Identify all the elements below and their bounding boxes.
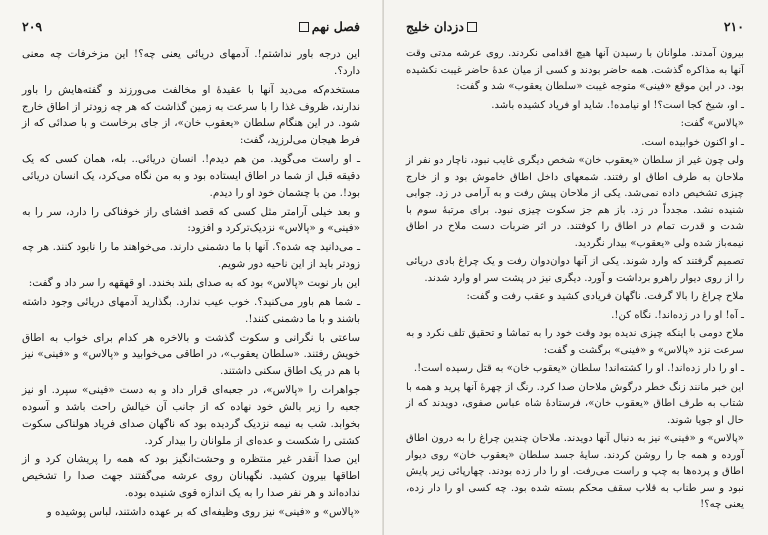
left-page-header — [22, 16, 360, 36]
chapter-title: فصل نهم — [311, 18, 360, 34]
paragraph: ـ آه! او را در زده‌اند!. نگاه کن!. — [611, 309, 744, 321]
paragraph: ـ او راست می‌گوید. من هم دیدم!. انسان دریائی.. بله، همان کسی که یک دقیقه قبل از شما در اطاق ایستاده بود و به من نگاه می‌کرد، یک انسان دریائی بود!. من با چشمان خود او را دیدم. — [22, 153, 360, 199]
paragraph: بیرون آمدند. ملوانان با رسیدن آنها هیچ اقدامی نکردند. روی عرشه مدتی وقت آنها به مذاکره گذشت. همه حاضر بودند و کسی از میان عدهٔ حاضر غیبت نکشیده بود. در این موقع «فینی» متوجه غیبت «سلطان یعقوب» شد و گفت: — [406, 48, 744, 92]
paragraph: ملاح دومی با اینکه چیزی ندیده بود وقت خود را به تماشا و تحقیق تلف نکرد و به سرعت نزد «پالاس» و «فینی» برگشت و گفت: — [406, 328, 744, 356]
right-page — [384, 0, 768, 535]
paragraph: ملاح چراغ را بالا گرفت. ناگهان فریادی کشید و عقب رفت و گفت: — [466, 291, 744, 302]
square-ornament-icon — [299, 22, 309, 32]
chapter-heading — [406, 19, 480, 34]
chapter-title: دزدان خلیج — [406, 18, 464, 34]
paragraph: ساعتی با نگرانی و سکوت گذشت و بالاخره هر کدام برای خواب به اطاق خویش رفتند. «سلطان یعقوب»، در اطاقی می‌خوابید و «پالاس» و «فینی» نیز با هم در یک اطاق سکنی داشتند. — [22, 331, 360, 378]
paragraph: ولی چون غیر از سلطان «یعقوب خان» شخص دیگری غایب نبود، ناچار دو نفر از ملاحان به طرف اطاق او رفتند. شمعهای داخل اطاق خاموش بود و از خارج چیزی تشخیص داده نمی‌شد. یکی از ملاحان پیش رفت و به آرامی در زد. جوابی شنیده نشد. مجدداً در زد. باز هم جز سکوت چیزی نبود. برای مرتبهٔ سوم با شدت و قدرت تمام در اطاق را کوفتند. در اثر ضربات دست ملاح در اطاق نیمه‌باز شده ولی «یعقوب» بیدار نگردید. — [406, 155, 744, 249]
paragraph: این بار نوبت «پالاس» بود که به صدای بلند بخندد. او قهقهه را سر داد و گفت: — [28, 276, 360, 289]
paragraph: این درجه باور نداشتم!. آدمهای دریائی یعنی چه؟! این مزخرفات چه معنی دارد؟. — [22, 48, 360, 77]
right-page-body — [406, 46, 744, 514]
paragraph: و بعد خیلی آرامتر مثل کسی که قصد افشای راز خوفناکی را دارد، سر را به «فینی» و «پالاس» نزدیک‌ترکرد و افزود: — [22, 205, 360, 235]
paragraph: ـ می‌دانید چه شده؟. آنها با ما دشمنی دارند. می‌خواهند ما را نابود کنند. هر چه زودتر باید از این ناحیه دور شویم. — [22, 241, 360, 271]
page-number: ۲۰۹ — [22, 18, 43, 34]
right-page-header — [406, 16, 744, 36]
page-number-value: ۲۱۰ — [723, 18, 744, 34]
paragraph: ـ شما هم باور می‌کنید؟. خوب عیب ندارد. بگذارید آدمهای دریائی وجود داشته باشند و با ما دشمنی کنند!. — [22, 295, 360, 325]
paragraph: جواهرات را «پالاس»، در جعبه‌ای قرار داد و به دست «فینی» سپرد. او نیز جعبه را زیر بالش خود نهاده که از جانب آن خیالش راحت باشد و آسوده بخوابد. شب به نیمه نزدیک گردیده بود که ناگهان صدای فریاد هولناکی سکوت کشتی را شکست و عده‌ای از ملوانان را بیدار کرد. — [22, 384, 360, 447]
page-number — [724, 19, 744, 34]
chapter-heading — [296, 19, 360, 34]
paragraph: «پالاس» و «فینی» نیز روی وظیفه‌ای که بر عهده داشتند، لباس پوشیده و — [46, 505, 360, 518]
left-page-body — [22, 46, 360, 521]
paragraph: تصمیم گرفتند که وارد شوند. یکی از آنها دوان‌دوان رفت و یک چراغ بادی دریائی را از روی دیوار راهرو برداشت و آورد. دیگری نیز در پشت سر او وارد شدند. — [406, 256, 744, 284]
paragraph: مستخدم‌که می‌دید آنها با عقیده‌ٔ او مخالفت می‌ورزند و گفته‌هایش را باور ندارند، ظروف غذا را با سرعت به زمین گذاشت که هر چه زودتر از اطاق خارج شود. در این هنگام سلطان «یعقوب خان»، از جای برخاست و با صدائی که از فرط هیجان می‌لرزید، گفت: — [22, 83, 360, 147]
square-ornament-icon — [467, 22, 477, 32]
paragraph: این خبر مانند زنگ خطر درگوش ملاحان صدا کرد. رنگ از چهرهٔ آنها پرید و همه با شتاب به طرف اطاق «یعقوب خان»، فرستادهٔ شاه عباس صفوی، دویدند که از حال او جویا شوند. — [406, 381, 744, 426]
paragraph: این صدا آنقدر غیر منتظره و وحشت‌انگیز بود که همه را پریشان کرد و از اطاقها بیرون کشید. نگهبانان روی عرشه می‌گفتند جهت صدا را تشخیص نداده‌اند و هر نفر صدا را به یک اندازه قوی شنیده بوده. — [22, 453, 360, 500]
paragraph: ـ او اکنون خوابیده است. — [641, 136, 744, 148]
paragraph: «پالاس» و «فینی» نیز به دنبال آنها دویدند. ملاحان چندین چراغ را به درون اطاق آورده و همه جا را روشن کردند. سایهٔ جسد سلطان «یعقوب خان» روی دیوار اطاق و پرده‌ها به چپ و راست می‌رفت. او را دار زده بودند. چهارپائی زیر پایش نبود و سر طناب به قلاب سقف محکم بسته شده بود. چه کسی او را دار زده، یعنی چه؟! — [406, 433, 744, 510]
paragraph: ـ او، شیخ کجا است؟! او نیامده!. شاید او فریاد کشیده باشد. — [491, 99, 744, 111]
paragraph: «پالاس» گفت: — [680, 118, 744, 129]
paragraph: ـ او را دار زده‌اند!. او را کشته‌اند! سلطان «یعقوب خان» به قتل رسیده است!. — [413, 363, 744, 374]
